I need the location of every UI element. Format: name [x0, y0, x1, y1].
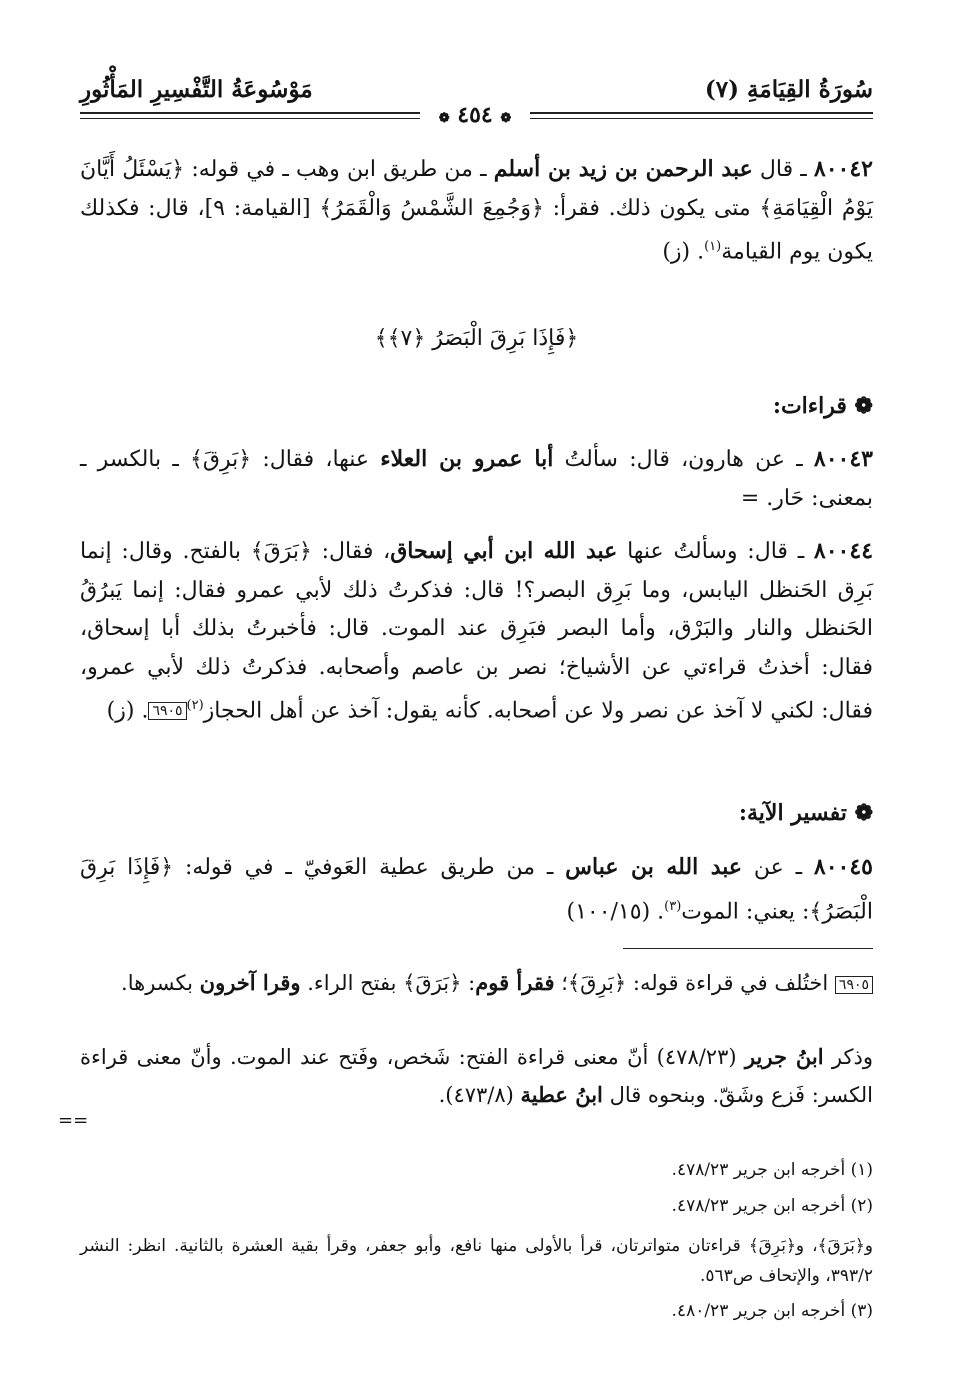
commentary-ref-box: ٦٩٠٥ [148, 702, 186, 720]
footnote-mark: (٣) [664, 898, 682, 914]
entry-text: ـ قال [752, 157, 814, 182]
commentary-text: اختُلف في قراءة قوله: ﴿بَرِقَ﴾؛ [554, 971, 835, 995]
footnote-1: (١) أخرجه ابن جرير ٤٧٨/٢٣. [671, 1160, 873, 1180]
entry-80045 [80, 848, 873, 931]
entry-number: ٨٠٠٤٤ [813, 538, 874, 564]
narrator-name: أبا عمرو بن العلاء [380, 446, 554, 472]
entry-text: ـ من طريق عطية العَوفيّ ـ في قوله: ﴿فَإِذَا بَرِقَ الْبَصَرُ﴾: يعني: الموت [80, 855, 873, 924]
entry-text: عنها، فقال: ﴿بَرِقَ﴾ ـ بالكسر ـ بمعنى: حَار. = [80, 447, 873, 511]
entry-number: ٨٠٠٤٣ [813, 446, 873, 472]
commentary-bold: فقرأ قوم [475, 970, 555, 995]
commentary-bold: ابنُ جرير [744, 1044, 824, 1069]
entry-text: ـ عن [742, 855, 814, 880]
narrator-name: عبد الله ابن أبي إسحاق [390, 538, 618, 564]
entry-number: ٨٠٠٤٢ [813, 156, 873, 182]
entry-text: ، فقال: ﴿بَرَقَ﴾ بالفتح. وقال: إنما بَرِق الحَنظل اليابس، وما بَرِق البصر؟! قال: فذكرتُ ذلك لأبي عمرو فقال: إنما يَبرُقُ الحَنظل والنار والبَرْق، وأما البصر فبَرِق عند الموت. قال: فأخبرتُ بذلك أبا إسحاق، فقال: أخذتُ قراءتي عن الأشياخ؛ نصر بن عاصم وأصحابه. فذكرتُ ذلك لأبي عمرو، فقال: لكني لا آخذ عن نصر ولا عن أصحابه. كأنه يقول: آخذ عن أهل الحجاز [80, 539, 873, 724]
footnote-2-continued: و﴿بَرَقَ﴾، و﴿بَرِقَ﴾ قراءتان متواترتان، قرأ بالأولى منها نافع، وأبو جعفر، وقرأ بقية العشرة بالثانية. انظر: النشر ٣٩٣/٢، والإتحاف ص٥٦٣. [80, 1236, 873, 1286]
commentary-text: وذكر [823, 1045, 874, 1069]
commentary-paragraph-2 [80, 1038, 873, 1114]
commentary-paragraph-1 [80, 964, 873, 1002]
entry-80044 [80, 532, 873, 731]
commentary-text: (٤٧٨/٢٣) أنّ معنى قراءة الفتح: شَخص، وفَتح عند الموت. وأنّ معنى قراءة الكسر: فَزع وشَقّ. وبنحوه قال [80, 1045, 873, 1107]
ornament-icon: ❁ [500, 111, 512, 126]
ayah-line: ﴿فَإِذَا بَرِقَ الْبَصَرُ ﴿٧﴾﴾ [374, 326, 579, 351]
page-number: ٤٥٤ [457, 102, 493, 128]
footnote-2: (٢) أخرجه ابن جرير ٤٧٨/٢٣. [671, 1196, 873, 1216]
footnote-3: (٣) أخرجه ابن جرير ٤٨٠/٢٣. [671, 1301, 873, 1321]
entry-text: ـ قال: وسألتُ عنها [617, 539, 814, 564]
entry-80043 [80, 440, 873, 518]
entry-tail: . (١٠٠/١٥) [566, 898, 665, 924]
commentary-text: (٤٧٣/٨). [438, 1083, 521, 1107]
commentary-ref-box: ٦٩٠٥ [835, 976, 873, 994]
entry-text: ـ عن هارون، قال: سألتُ [553, 447, 814, 472]
narrator-name: عبد الرحمن بن زيد بن أسلم [493, 156, 753, 182]
page-number-box [420, 102, 530, 128]
commentary-text: : ﴿بَرَقَ﴾ بفتح الراء. [300, 971, 476, 995]
entry-tail: . (ز) [662, 239, 705, 265]
entry-tail: . (ز) [106, 698, 149, 724]
continuation-marker: == [58, 1110, 89, 1131]
footnote-mark: (١) [704, 239, 722, 254]
commentary-bold: ابنُ عطية [520, 1082, 603, 1107]
entry-number: ٨٠٠٤٥ [813, 854, 873, 880]
entry-text: ـ من طريق ابن وهب ـ في قوله: ﴿يَسْئَلُ أَيَّانَ يَوْمُ الْقِيَامَةِ﴾ متى يكون ذلك. فقرأ: ﴿وَجُمِعَ الشَّمْسُ وَالْقَمَرُ﴾ [القيامة: ٩]، قال: فكذلك يكون يوم القيامة [80, 157, 873, 265]
book-title: مَوْسُوعَةُ التَّفْسِيرِ المَأْثُورِ [80, 76, 313, 103]
narrator-name: عبد الله بن عباس [565, 854, 743, 880]
commentary-separator [623, 948, 873, 949]
ornament-icon: ❁ [438, 111, 450, 126]
commentary-bold: وقرا آخرون [199, 970, 301, 995]
surah-title: سُورَةُ القِيَامَةِ (٧) [704, 76, 873, 103]
section-heading-readings: ❁ قراءات: [772, 393, 873, 419]
footnote-mark: (٢) [186, 698, 204, 713]
entry-80042 [80, 150, 873, 272]
commentary-text: بكسرها. [121, 971, 200, 995]
section-heading-tafsir: ❁ تفسير الآية: [738, 800, 873, 826]
